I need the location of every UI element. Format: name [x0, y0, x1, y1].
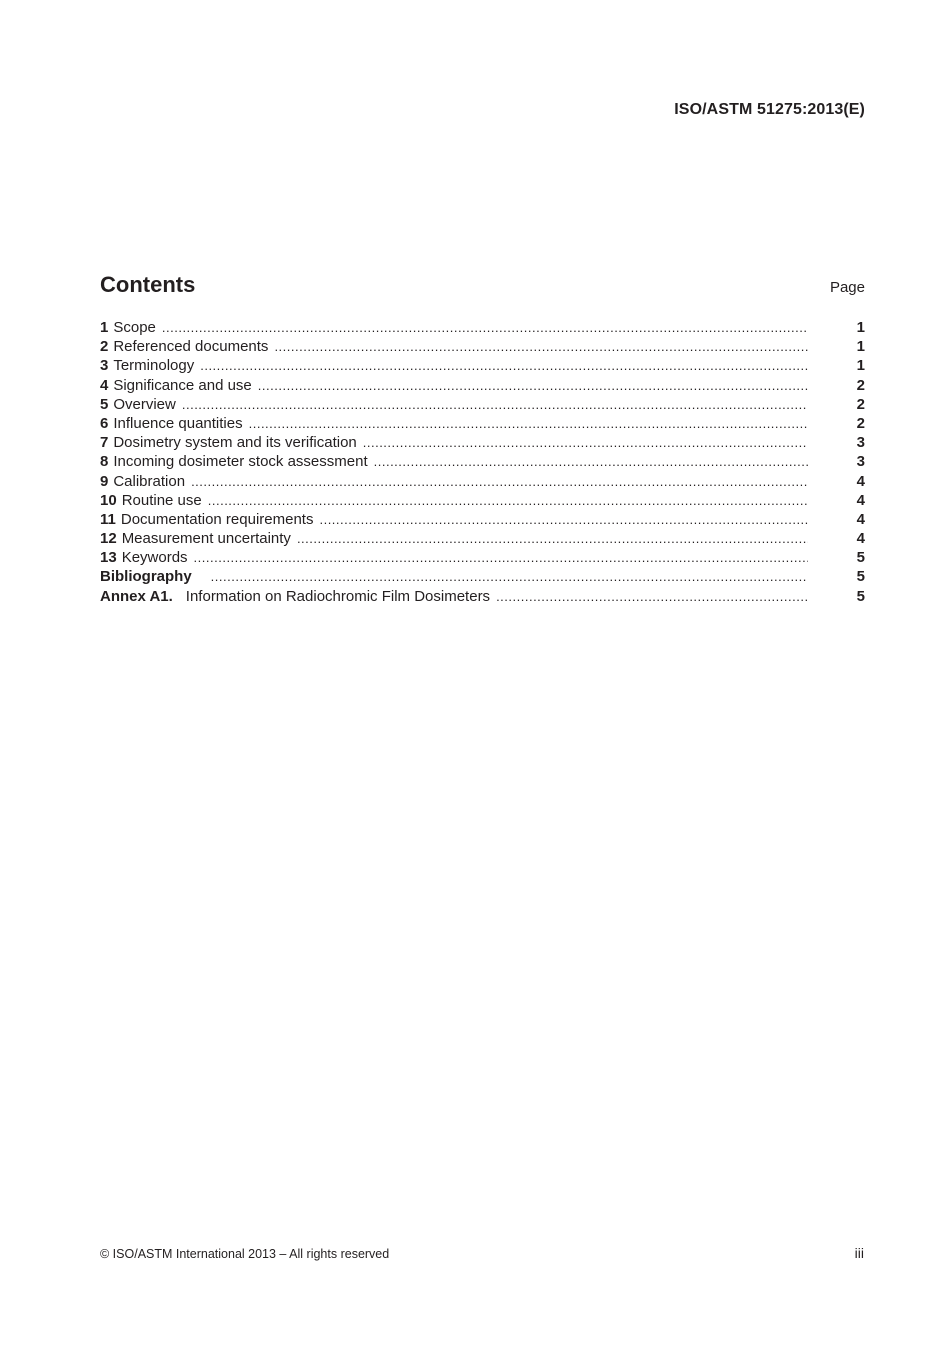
copyright-notice: © ISO/ASTM International 2013 – All rights reserved	[100, 1247, 390, 1261]
toc-entry-annex-a1[interactable]	[100, 587, 865, 606]
contents-header	[100, 272, 865, 302]
toc-entry-number: 13	[100, 549, 117, 567]
toc-entry-title	[205, 568, 211, 585]
toc-entry-number: 4	[100, 376, 109, 394]
contents-title: Contents	[100, 272, 196, 297]
toc-entry-page: 2	[856, 414, 865, 432]
toc-entry-page: 2	[856, 395, 865, 413]
toc-entry-number: Bibliography	[100, 568, 192, 586]
toc-entry-page: 4	[856, 510, 865, 528]
toc-entry-page: 4	[856, 472, 865, 490]
toc-entry-number: 9	[100, 472, 109, 490]
toc-entry-number: 8	[100, 453, 109, 471]
toc-entry-title: Scope	[113, 319, 156, 336]
toc-entry-significance-and-use[interactable]	[100, 376, 865, 395]
toc-entry-title: Incoming dosimeter stock assessment	[113, 453, 368, 471]
toc-entry-page: 5	[856, 549, 865, 567]
toc-entry-number: 6	[100, 414, 109, 432]
toc-entry-number: 10	[100, 491, 117, 509]
toc-entry-page: 3	[856, 434, 865, 452]
toc-entry-number: 3	[100, 357, 109, 375]
toc-entry-routine-use[interactable]	[100, 491, 865, 510]
toc-entry-title: Routine use	[121, 491, 202, 509]
toc-entry-number: 12	[100, 530, 117, 548]
toc-entry-terminology[interactable]	[100, 356, 865, 375]
toc-entry-number: Annex A1.	[100, 587, 173, 605]
page-number: iii	[854, 1245, 864, 1261]
page-column-label: Page	[829, 279, 865, 296]
toc-entry-referenced-documents[interactable]	[100, 337, 865, 356]
toc-entry-page: 1	[856, 319, 865, 336]
toc-entry-number: 1	[100, 319, 109, 336]
toc-entry-page: 2	[856, 376, 865, 394]
toc-entry-title: Significance and use	[113, 376, 252, 394]
toc-entry-calibration[interactable]	[100, 472, 865, 491]
table-of-contents	[100, 318, 865, 606]
toc-entry-page: 5	[856, 568, 865, 586]
toc-entry-title: Calibration	[113, 472, 186, 490]
document-id: ISO/ASTM 51275:2013(E)	[674, 101, 865, 118]
toc-entry-title: Measurement uncertainty	[121, 530, 291, 548]
toc-entry-documentation-requirements[interactable]	[100, 510, 865, 529]
toc-entry-page: 4	[856, 530, 865, 548]
toc-entry-page: 1	[856, 338, 865, 356]
toc-entry-bibliography[interactable]	[100, 567, 865, 586]
toc-entry-title: Terminology	[113, 357, 195, 375]
toc-entry-keywords[interactable]	[100, 548, 865, 567]
toc-entry-measurement-uncertainty[interactable]	[100, 529, 865, 548]
toc-entry-number: 7	[100, 434, 109, 452]
toc-entry-influence-quantities[interactable]	[100, 414, 865, 433]
toc-entry-page: 1	[856, 357, 865, 375]
toc-entry-title: Dosimetry system and its verification	[113, 434, 357, 452]
toc-entry-title: Information on Radiochromic Film Dosimeters	[185, 587, 491, 605]
toc-entry-title: Influence quantities	[113, 414, 243, 432]
toc-entry-title: Referenced documents	[113, 338, 269, 356]
toc-entry-page: 5	[856, 587, 865, 605]
toc-entry-title: Overview	[113, 395, 176, 413]
toc-entry-page: 4	[856, 491, 865, 509]
toc-entry-number: 5	[100, 395, 109, 413]
toc-entry-scope[interactable]	[100, 318, 865, 337]
toc-entry-dosimetry-system[interactable]	[100, 433, 865, 452]
toc-entry-overview[interactable]	[100, 395, 865, 414]
toc-entry-number: 11	[100, 510, 116, 528]
toc-entry-title: Documentation requirements	[120, 510, 314, 528]
toc-entry-number: 2	[100, 338, 109, 356]
toc-entry-incoming-stock-assessment[interactable]	[100, 452, 865, 471]
toc-entry-title: Keywords	[121, 549, 188, 567]
toc-entry-page: 3	[856, 453, 865, 471]
